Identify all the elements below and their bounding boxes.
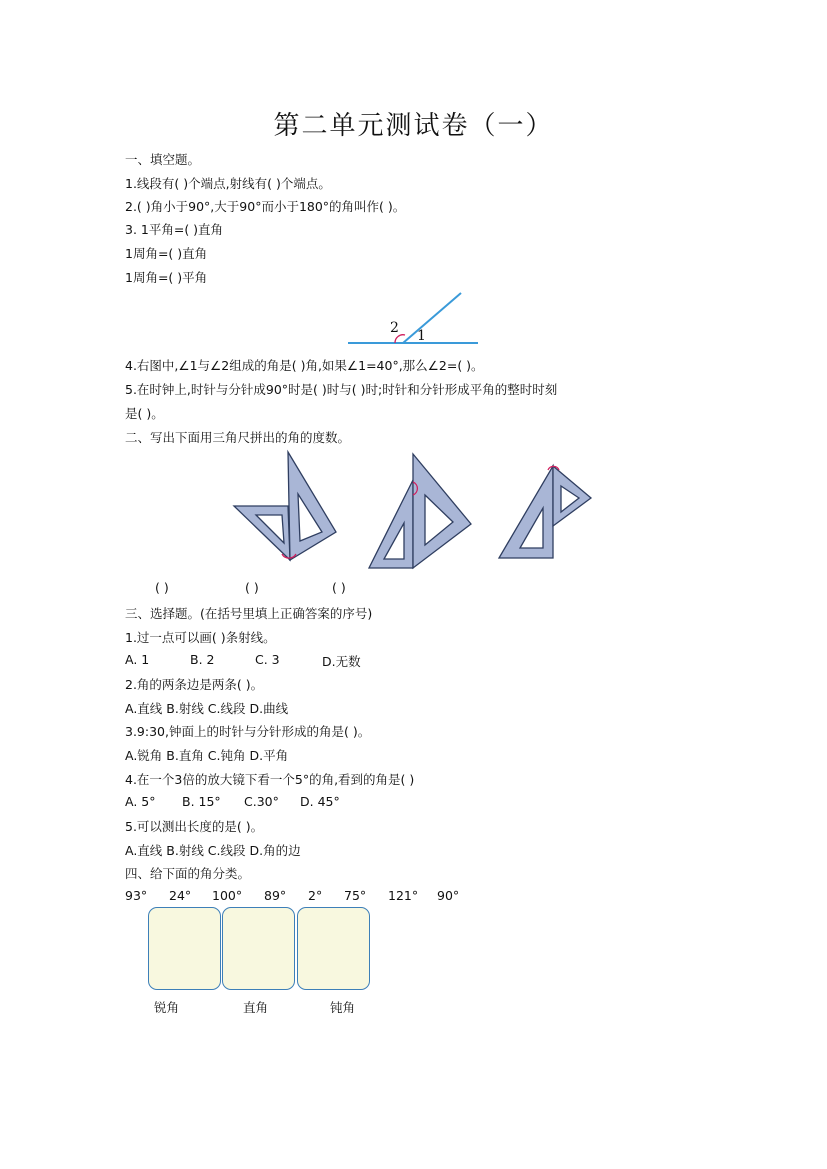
set-square-a [369, 480, 413, 568]
question-1-2: 2.( )角小于90°,大于90°而小于180°的角叫作( )。 [125, 199, 406, 214]
option-3-1-a: A. 1 [125, 652, 150, 667]
set-square-a [234, 506, 290, 560]
section-2-heading: 二、写出下面用三角尺拼出的角的度数。 [125, 430, 351, 445]
answer-blank-1[interactable]: ( ) [155, 580, 169, 595]
angle-value: 75° [344, 888, 367, 903]
question-1-4: 4.右图中,∠1与∠2组成的角是( )角,如果∠1=40°,那么∠2=( )。 [125, 358, 484, 373]
section-1-heading: 一、填空题。 [125, 152, 201, 167]
question-3-5: 5.可以测出长度的是( )。 [125, 819, 264, 834]
right-angle-box[interactable] [222, 907, 295, 990]
set-square-a [499, 466, 553, 558]
question-3-4: 4.在一个3倍的放大镜下看一个5°的角,看到的角是( ) [125, 772, 415, 787]
acute-angle-label: 锐角 [154, 1000, 180, 1015]
set-square-figure-2 [365, 450, 475, 572]
question-3-3: 3.9:30,钟面上的时针与分针形成的角是( )。 [125, 724, 371, 739]
obtuse-angle-box[interactable] [297, 907, 370, 990]
straight-angle-figure [345, 290, 485, 350]
right-angle-label: 直角 [243, 1000, 269, 1015]
angle-value: 100° [212, 888, 243, 903]
angle-value: 93° [125, 888, 148, 903]
angle-value: 24° [169, 888, 192, 903]
set-square-b [553, 466, 591, 526]
options-3-5: A.直线 B.射线 C.线段 D.角的边 [125, 843, 301, 858]
question-1-3b: 1周角=( )直角 [125, 246, 208, 261]
question-1-3c: 1周角=( )平角 [125, 270, 208, 285]
option-3-4-d: D. 45° [300, 794, 340, 809]
angle-label-2: 2 [390, 320, 399, 336]
angle-value: 89° [264, 888, 287, 903]
angle-label-1: 1 [417, 328, 426, 344]
section-4-heading: 四、给下面的角分类。 [125, 866, 251, 881]
page-title: 第二单元测试卷（一） [273, 111, 554, 141]
set-square-figure-1 [230, 448, 340, 568]
option-3-4-a: A. 5° [125, 794, 156, 809]
answer-blank-3[interactable]: ( ) [332, 580, 346, 595]
angle-value: 121° [388, 888, 419, 903]
option-3-4-c: C.30° [244, 794, 279, 809]
question-1-5b: 是( )。 [125, 406, 164, 421]
set-square-b [413, 454, 471, 568]
question-1-5a: 5.在时钟上,时针与分针成90°时是( )时与( )时;时针和分针形成平角的整时时刻 [125, 382, 558, 397]
obtuse-angle-label: 钝角 [330, 1000, 356, 1015]
angle-value: 2° [308, 888, 323, 903]
acute-angle-box[interactable] [148, 907, 221, 990]
question-1-3a: 3. 1平角=( )直角 [125, 222, 224, 237]
set-square-figure-3 [495, 460, 595, 562]
option-3-1-c: C. 3 [255, 652, 280, 667]
option-3-1-d: D.无数 [322, 654, 361, 669]
set-square-b [288, 452, 336, 560]
option-3-4-b: B. 15° [182, 794, 221, 809]
answer-blank-2[interactable]: ( ) [245, 580, 259, 595]
section-3-heading: 三、选择题。(在括号里填上正确答案的序号) [125, 606, 373, 621]
options-3-2: A.直线 B.射线 C.线段 D.曲线 [125, 701, 289, 716]
ray-line [403, 293, 461, 343]
question-3-2: 2.角的两条边是两条( )。 [125, 677, 264, 692]
option-3-1-b: B. 2 [190, 652, 215, 667]
question-1-1: 1.线段有( )个端点,射线有( )个端点。 [125, 176, 331, 191]
options-3-3: A.锐角 B.直角 C.钝角 D.平角 [125, 748, 289, 763]
angle-value: 90° [437, 888, 460, 903]
question-3-1: 1.过一点可以画( )条射线。 [125, 630, 276, 645]
